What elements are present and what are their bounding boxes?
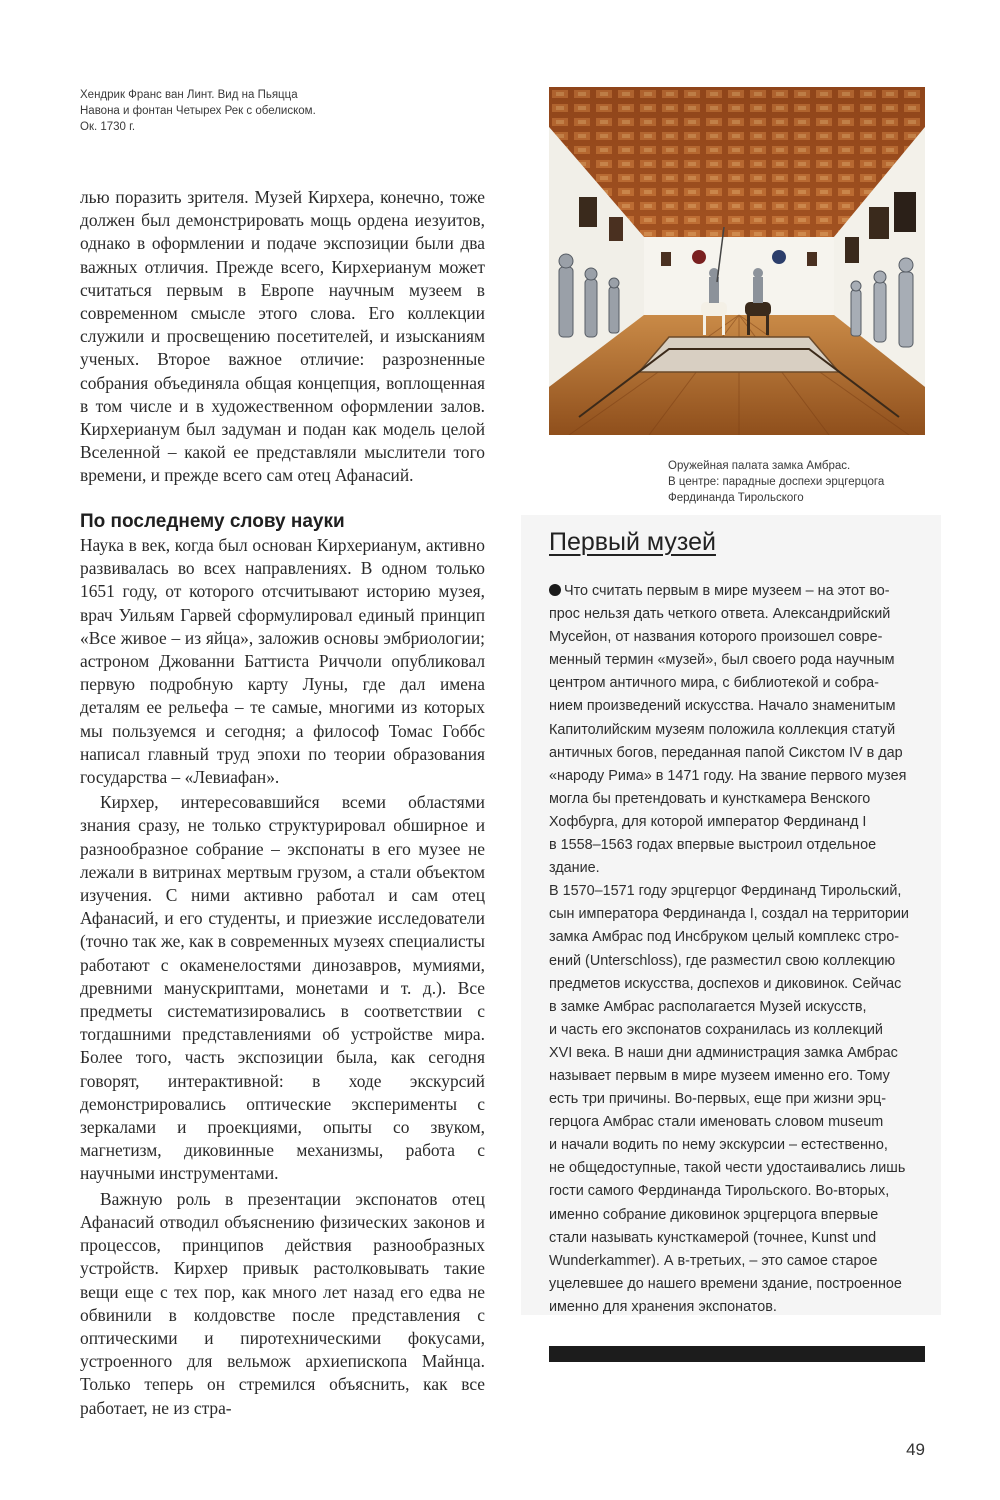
caption-line: Навона и фонтан Четырех Рек с обелиском. bbox=[80, 105, 316, 117]
sidebar-line: В 1570–1571 году эрцгерцог Фердинанд Тирольский, bbox=[549, 883, 902, 900]
sidebar-line: предметов искусства, доспехов и диковинок. Сейчас bbox=[549, 975, 902, 992]
sidebar-bottom-bar bbox=[549, 1346, 925, 1362]
sidebar-line: прос нельзя дать четкого ответа. Александрийский bbox=[549, 606, 891, 623]
caption-line: Хендрик Франс ван Линт. Вид на Пьяцца bbox=[80, 89, 298, 101]
sidebar-line: и часть его экспонатов сохранилась из коллекций bbox=[549, 1021, 883, 1038]
intro-text bbox=[80, 186, 485, 488]
sidebar-line-text: Что считать первым в мире музеем – на этот во- bbox=[564, 583, 890, 599]
sidebar-line: именно собрание диковинок эрцгерцога впервые bbox=[549, 1206, 879, 1223]
sidebar-line: менный термин «музей», был своего рода научным bbox=[549, 652, 895, 669]
sidebar-line: центром античного мира, с библиотекой и собра- bbox=[549, 675, 879, 692]
sidebar-line: нием произведений искусства. Начало знаменитым bbox=[549, 698, 896, 715]
sidebar-line: уцелевшее до нашего времени здание, построенное bbox=[549, 1275, 902, 1292]
sidebar-line: не общедоступные, такой чести удостаивались лишь bbox=[549, 1160, 906, 1177]
sidebar-line: есть три причины. Во-первых, еще при жизни эрц- bbox=[549, 1091, 887, 1108]
sidebar-line: стали называть кунсткамерой (точнее, Kunst und bbox=[549, 1229, 877, 1246]
sidebar-line: и начали водить по нему экскурсии – естественно, bbox=[549, 1137, 888, 1154]
sidebar-line: именно для хранения экспонатов. bbox=[549, 1298, 777, 1315]
sidebar-line: Хофбурга, для которой император Фердинанд I bbox=[549, 813, 867, 830]
sidebar-line: XVI века. В наши дни администрация замка Амбрас bbox=[549, 1044, 898, 1061]
sidebar-line: называет первым в мире музеем именно его. Тому bbox=[549, 1067, 890, 1084]
sidebar-line: Капитолийским музеям положила коллекция статуй bbox=[549, 721, 896, 738]
sidebar-line: античных богов, переданная папой Сикстом IV в дар bbox=[549, 744, 903, 761]
paragraph: Наука в век, когда был основан Кирхерианум, активно развивалась во всех направлениях. В одном только 1651 году, от которого отсчитывают историю музея, врач Уильям Гарвей сформулировал единый принцип «Все живое – из яйца», заложив основы эмбриологии; астроном Джованни Баттиста Риччоли опубликовал первую подробную карту Луны, где дал имена деталям ее рельефа – те самые, многими из которых мы пользуемся и сегодня; а философ Томас Гоббс написал главный труд эпохи по теории образования государства – «Левиафан». bbox=[80, 535, 485, 788]
image-caption-right bbox=[668, 458, 884, 506]
caption-line: Ок. 1730 г. bbox=[80, 121, 136, 133]
sidebar-line: сын императора Фердинанда I, создал на территории bbox=[549, 906, 909, 923]
page-number: 49 bbox=[906, 1440, 925, 1459]
armory-hall-photo bbox=[549, 87, 925, 435]
sidebar-line: в 1558–1563 годах впервые выстроил отдельное bbox=[549, 837, 877, 854]
paragraph: Важную роль в презентации экспонатов отец Афанасий отводил объяснению физических законов и процессов, принципов действия разнообразных устройств. Кирхер привык растолковывать такие вещи еще с тех пор, как много лет назад его едва не обвинили в колдовстве после представления с оптическими и пиротехническими фокусами, устроенного для вельмож архиепископа Майнца. Только теперь он стремился объяснить, как все работает, не из стра- bbox=[80, 1188, 485, 1418]
caption-line: Фердинанда Тирольского bbox=[668, 492, 804, 504]
sidebar-line: в замке Амбрас располагается Музей искусств, bbox=[549, 998, 867, 1015]
sidebar-line: «народу Рима» в 1471 году. На звание первого музея bbox=[549, 767, 907, 784]
body-text bbox=[80, 534, 485, 1420]
sidebar-paragraph bbox=[549, 580, 929, 880]
sidebar-line: гости самого Фердинанда Тирольского. Во-вторых, bbox=[549, 1183, 890, 1200]
image-caption-left bbox=[80, 87, 316, 135]
paragraph: Кирхер, интересовавшийся всеми областями знания сразу, не только структурировал обширное и разнообразное собрание – экспонаты в его музее не лежали в витринах мертвым грузом, а стали объектом изучения. С ними активно работал и сам отец Афанасий, и его студенты, и приезжие исследователи (точно так же, как в современных музеях специалисты работают с окаменелостями динозавров, мумиями, древними манускриптами, монетами и т. д.). Все предметы систематизировались в соответствии с тогдашними представлениями об устройстве мира. Более того, часть экспозиции была, как сегодня говорят, интерактивной: в ходе экскурсий демонстрировались оптические эксперименты с зеркалами и проекциями, опыты со звуком, магнетизм, диковинные механизмы, работа с научными инструментами. bbox=[80, 792, 485, 1184]
bullet-icon bbox=[549, 584, 561, 596]
sidebar-line: герцога Амбрас стали именовать словом museum bbox=[549, 1114, 884, 1131]
sidebar-line: могла бы претендовать и кунсткамера Венского bbox=[549, 790, 871, 807]
sidebar-line: замка Амбрас под Инсбруком целый комплекс стро- bbox=[549, 929, 900, 946]
paragraph: лью поразить зрителя. Музей Кирхера, конечно, тоже должен был демонстрировать мощь ордена иезуитов, однако в оформлении и подаче экспозиции были два важных отличия. Прежде всего, Кирхерианум может считаться первым в Европе научным музеем в современном смысле этого слова. Его коллекции служили и просвещению посетителей, и изысканиям ученых. Второе важное отличие: разрозненные собрания объединяла общая концепция, воплощенная в том числе и в художественном оформлении залов. Кирхерианум был задуман и подан как модель целой Вселенной – какой ее представляли мыслители того времени, и прежде всего сам отец Афанасий. bbox=[80, 187, 485, 486]
sidebar-line bbox=[549, 580, 929, 603]
sidebar-line: Wunderkammer). А в-третьих, – это самое старое bbox=[549, 1252, 878, 1269]
sidebar-paragraph bbox=[549, 880, 929, 1319]
caption-line: В центре: парадные доспехи эрцгерцога bbox=[668, 476, 885, 488]
sidebar-text bbox=[549, 580, 929, 1319]
sidebar-title: Первый музей bbox=[549, 528, 716, 556]
sidebar-line: Мусейон, от названия которого произошел совре- bbox=[549, 629, 883, 646]
caption-line: Оружейная палата замка Амбрас. bbox=[668, 460, 851, 472]
section-heading: По последнему слову науки bbox=[80, 511, 345, 532]
sidebar-line: здание. bbox=[549, 860, 600, 877]
sidebar-line: ений (Unterschloss), где разместил свою коллекцию bbox=[549, 952, 896, 969]
